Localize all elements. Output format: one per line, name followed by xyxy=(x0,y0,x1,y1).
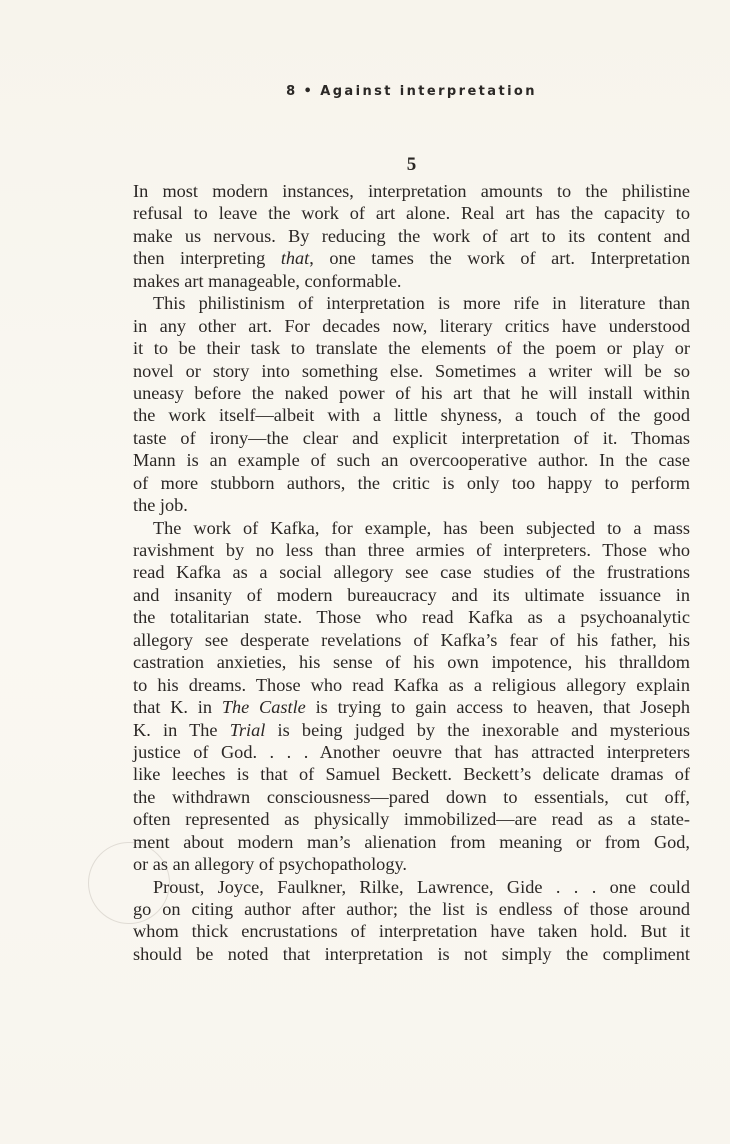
text-line: go on citing author after author; the list is endless of those around xyxy=(133,899,690,919)
italic-text: that xyxy=(280,248,310,269)
text-line: K. in The Trial is being judged by the inexorable and mysterious xyxy=(133,719,690,740)
text-line: make us nervous. By reducing the work of art to its content and xyxy=(133,225,690,246)
text-line: castration anxieties, his sense of his own impotence, his thralldom xyxy=(133,652,690,673)
text-line: whom thick encrustations of interpretation have taken hold. But it xyxy=(133,921,690,942)
text-line: makes art manageable, conformable. xyxy=(133,270,402,291)
text-line: ravishment by no less than three armies of interpreters. Those who xyxy=(133,540,690,560)
text-line: uneasy before the naked power of his art that he will install within xyxy=(133,382,690,403)
text-line: novel or story into something else. Sometimes a writer will be so xyxy=(133,360,690,381)
text-line: Proust, Joyce, Faulkner, Rilke, Lawrence, Gide . . . one could xyxy=(153,876,690,897)
body-text xyxy=(133,180,690,965)
text-line: of more stubborn authors, the critic is only too happy to perform xyxy=(133,472,690,493)
text-line: and insanity of modern bureaucracy and its ultimate issuance in xyxy=(133,584,690,605)
text-line: like leeches is that of Samuel Beckett. Beckett’s delicate dramas of xyxy=(133,764,690,785)
text-line: the withdrawn consciousness—pared down to essentials, cut off, xyxy=(133,786,690,807)
text-line: the totalitarian state. Those who read Kafka as a psychoanalytic xyxy=(133,607,690,628)
separator-dot: • xyxy=(303,84,315,99)
italic-text: Trial xyxy=(229,719,266,740)
text-line: in any other art. For decades now, literary critics have understood xyxy=(133,315,690,336)
text-line: to his dreams. Those who read Kafka as a religious allegory explain xyxy=(133,674,690,695)
text-line: justice of God. . . . Another oeuvre that has attracted interpreters xyxy=(133,741,690,762)
text-line: or as an allegory of psychopathology. xyxy=(133,854,407,875)
text-line: that K. in The Castle is trying to gain access to heaven, that Joseph xyxy=(133,697,690,718)
section-number: 5 xyxy=(406,154,417,175)
text-line: The work of Kafka, for example, has been subjected to a mass xyxy=(153,517,690,538)
page-number: 8 xyxy=(286,84,298,99)
text-line: it to be their task to translate the elements of the poem or play or xyxy=(133,338,690,359)
text-line: This philistinism of interpretation is more rife in literature than xyxy=(153,293,690,314)
text-line: read Kafka as a social allegory see case studies of the frustrations xyxy=(133,562,690,583)
text-line: In most modern instances, interpretation amounts to the philistine xyxy=(133,181,690,201)
text-line: allegory see desperate revelations of Kafka’s fear of his father, his xyxy=(133,629,690,650)
running-title: Against interpretation xyxy=(320,84,537,99)
italic-text: The Castle xyxy=(221,697,306,718)
text-line: refusal to leave the work of art alone. Real art has the capacity to xyxy=(133,203,690,224)
text-line: ment about modern man’s alienation from meaning or from God, xyxy=(133,831,690,852)
text-line: the job. xyxy=(133,495,188,516)
running-head xyxy=(133,84,690,99)
text-line: the work itself—albeit with a little shyness, a touch of the good xyxy=(133,405,690,426)
text-line: often represented as physically immobilized—are read as a state- xyxy=(133,809,690,830)
text-line: Mann is an example of such an overcooperative author. In the case xyxy=(133,450,690,471)
text-line: taste of irony—the clear and explicit interpretation of it. Thomas xyxy=(133,427,690,448)
library-stamp xyxy=(88,842,170,924)
text-line: then interpreting that, one tames the work of art. Interpretation xyxy=(133,248,690,269)
text-line: should be noted that interpretation is not simply the compliment xyxy=(133,943,690,964)
